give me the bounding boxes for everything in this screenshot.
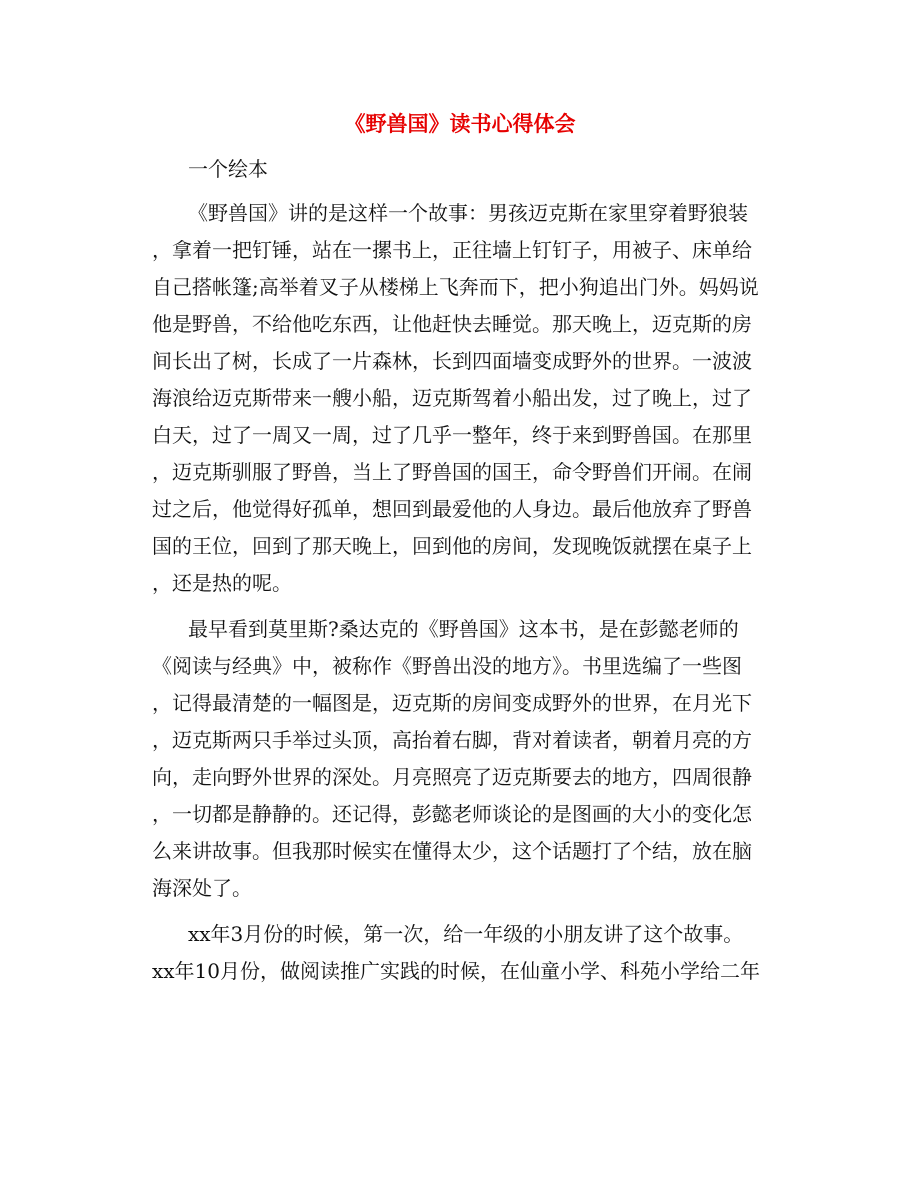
paragraph-line: 过之后，他觉得好孤单，想回到最爱他的人身边。最后他放弃了野兽 xyxy=(152,497,752,521)
page-title: 《野兽国》读书心得体会 xyxy=(344,111,576,136)
paragraph-line: xx年10月份，做阅读推广实践的时候，在仙童小学、科苑小学给二年 xyxy=(152,959,761,983)
paragraph-line: 最早看到莫里斯?桑达克的《野兽国》这本书，是在彭懿老师的 xyxy=(188,617,739,641)
paragraph-line: 么来讲故事。但我那时候实在懂得太少，这个话题打了个结，放在脑 xyxy=(152,839,752,863)
paragraph-line: ，拿着一把钉锤，站在一摞书上，正往墙上钉钉子，用被子、床单给 xyxy=(152,238,752,262)
paragraph-line: ，还是热的呢。 xyxy=(152,571,292,595)
paragraph-line: ，记得最清楚的一幅图是，迈克斯的房间变成野外的世界，在月光下 xyxy=(152,691,752,715)
paragraph-line: 《野兽国》讲的是这样一个故事：男孩迈克斯在家里穿着野狼装 xyxy=(188,201,748,225)
paragraph-line: 他是野兽，不给他吃东西，让他赶快去睡觉。那天晚上，迈克斯的房 xyxy=(152,312,752,336)
paragraph-line: 向，走向野外世界的深处。月亮照亮了迈克斯要去的地方，四周很静 xyxy=(152,765,752,789)
paragraph-line: 海浪给迈克斯带来一艘小船，迈克斯驾着小船出发，过了晚上，过了 xyxy=(152,386,752,410)
paragraph-line: xx年3月份的时候，第一次，给一年级的小朋友讲了这个故事。 xyxy=(188,922,744,946)
paragraph-line: 海深处了。 xyxy=(152,876,252,900)
paragraph-line: 间长出了树，长成了一片森林，长到四面墙变成野外的世界。一波波 xyxy=(152,349,752,373)
paragraph-line: 国的王位，回到了那天晚上，回到他的房间，发现晚饭就摆在桌子上 xyxy=(152,534,752,558)
paragraph-line: 《阅读与经典》中，被称作《野兽出没的地方》。书里选编了一些图 xyxy=(152,654,742,678)
paragraph-line: 自己搭帐篷;高举着叉子从楼梯上飞奔而下，把小狗追出门外。妈妈说 xyxy=(152,275,759,299)
paragraph-line: 白天，过了一周又一周，过了几乎一整年，终于来到野兽国。在那里 xyxy=(152,423,752,447)
section-heading: 一个绘本 xyxy=(188,157,268,181)
paragraph-line: ，一切都是静静的。还记得，彭懿老师谈论的是图画的大小的变化怎 xyxy=(152,802,752,826)
paragraph-line: ，迈克斯驯服了野兽，当上了野兽国的国王，命令野兽们开闹。在闹 xyxy=(152,460,752,484)
paragraph-line: ，迈克斯两只手举过头顶，高抬着右脚，背对着读者，朝着月亮的方 xyxy=(152,728,752,752)
